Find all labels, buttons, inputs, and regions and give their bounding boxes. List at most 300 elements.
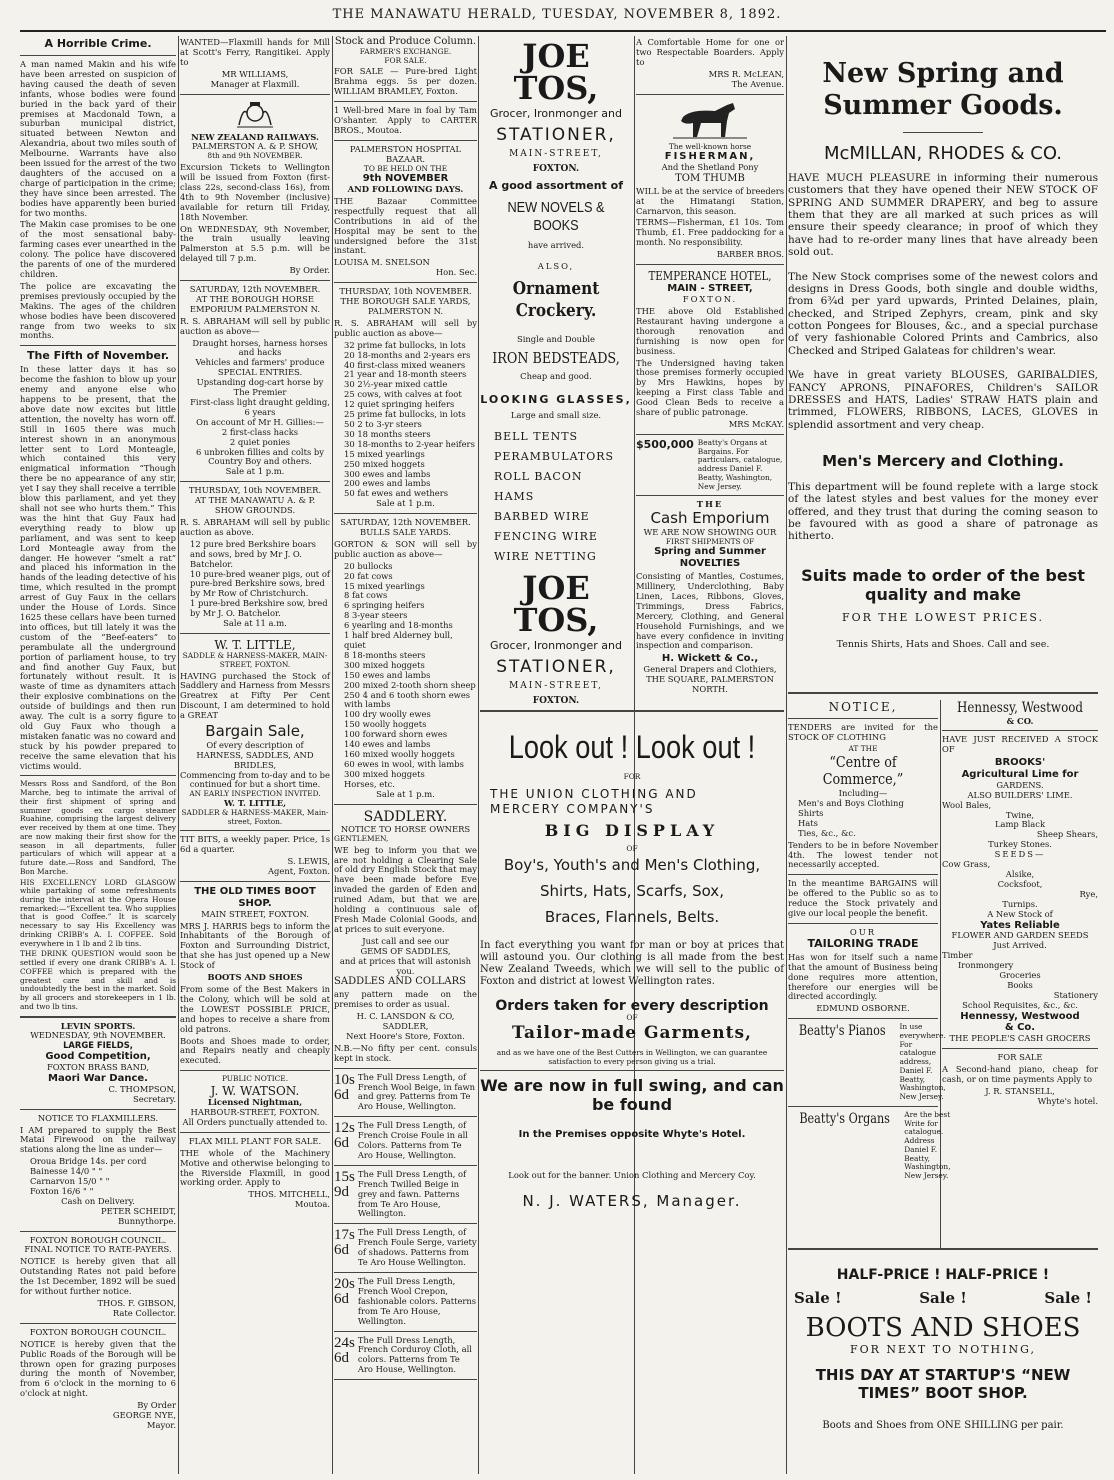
article-title: A Horrible Crime.: [44, 37, 152, 50]
divider: [20, 55, 176, 56]
list-item: 100 dry woolly ewes: [344, 709, 431, 720]
ad-signature: W. T. LITTLE,: [223, 798, 287, 809]
ad-line: MAIN-STREET,: [509, 681, 603, 692]
ad-line: General Drapers and Clothiers,: [643, 664, 777, 675]
masthead: THE MANAWATU HERALD, TUESDAY, NOVEMBER 8, 1892.: [332, 7, 782, 22]
divider: [788, 923, 938, 924]
ad-role: Hon. Sec.: [435, 267, 477, 278]
ad-signature: C. THOMPSON,: [108, 1083, 176, 1094]
ad-line: STATIONER,: [496, 656, 616, 677]
ad-title: SADDLERY.: [363, 808, 448, 825]
dress-price: 20s 6d: [334, 1276, 355, 1307]
ad-headline: Men's Mercery and Clothing.: [822, 452, 1064, 471]
clothing-list: [788, 799, 938, 839]
ad-headline: Suits made to order of the best quality and make: [801, 565, 1085, 604]
dress-description: The Full Dress Length, of French Foule Serge, variety of shadows. Patterns from Te Aro House Wellington.: [357, 1227, 477, 1268]
list-item: 40 first-class mixed weaners: [344, 359, 466, 370]
ad-signature: J. R. STANSELL,: [985, 1085, 1055, 1096]
ad-line: In the Premises opposite Whyte's Hotel.: [518, 1129, 746, 1141]
ad-role: Secretary.: [133, 1093, 176, 1104]
list-item: 30 2½-year mixed cattle: [344, 379, 448, 390]
ad-place: THE BOROUGH SALE YARDS, PALMERSTON N.: [340, 296, 471, 317]
divider: [788, 692, 1098, 694]
dress-item: [334, 1277, 477, 1327]
ad-place: THE SQUARE, PALMERSTON NORTH.: [646, 674, 774, 694]
ad-headline: Yates Reliable: [980, 919, 1060, 931]
divider: [788, 874, 938, 875]
list-item: 8 18-months steers: [344, 649, 426, 660]
ad-place: AT THE BOROUGH HORSE EMPORIUM PALMERSTON N.: [189, 293, 321, 314]
firewood-price-list: [20, 1157, 176, 1197]
ad-line: School Requisites, &c., &c.: [962, 999, 1078, 1010]
divider: [788, 1106, 938, 1107]
ad-signature: MRS R. McLEAN,: [708, 68, 784, 79]
ad-line: Twine,: [1005, 809, 1035, 820]
dress-item: [334, 1170, 477, 1220]
ad-line: Good Competition,: [45, 1051, 151, 1063]
column-divider: [478, 36, 479, 1474]
ad-line: Sale at 11 a.m.: [223, 618, 287, 629]
ad-line: FLOWER AND GARDEN SEEDS: [951, 930, 1089, 941]
list-item: 200 ewes and lambs: [344, 478, 431, 489]
divider: [20, 1016, 176, 1018]
divider: [334, 101, 477, 102]
ad-headline: BIG DISPLAY: [544, 820, 720, 840]
list-item: 15 mixed yearlings: [344, 448, 425, 459]
ad-line: Stationery: [1053, 989, 1098, 1000]
ad-paragraph: NOTICE is hereby given that all Outstanding Rates not paid before the 1st December, 1892 will be sued for without further notice.: [20, 1256, 176, 1297]
beatty-organs-ad: [788, 1109, 951, 1181]
ad-headline: JOE TOS,: [513, 37, 599, 107]
list-item: 250 4 and 6 tooth shorn ewes with lambs: [344, 689, 471, 710]
list-item: Vehicles and farmers' produce: [195, 357, 325, 368]
list-item: 21 year and 18-month steers: [344, 369, 467, 380]
ad-headline: LOOKING GLASSES,: [480, 393, 632, 407]
ad-paragraph: TENDERS are invited for the STOCK OF CLOTHING: [788, 722, 938, 743]
auction-list: [180, 339, 330, 468]
divider: [942, 1048, 1098, 1049]
ad-paragraph: TIT BITS, a weekly paper. Price, 1s 6d a quarter.: [180, 834, 330, 855]
ad-title: FOR SALE: [997, 1052, 1043, 1063]
ad-headline: NEW NOVELS & BOOKS: [507, 199, 605, 234]
list-item: 150 woolly hoggets: [344, 719, 427, 730]
ad-paragraph: Are the best Write for catalogue. Address Daniel F. Beatty, Washington, New Jersey.: [904, 1109, 951, 1181]
ad-line: FOR: [623, 771, 641, 781]
list-item: 30 18-months to 2-year heifers: [344, 438, 475, 449]
article-paragraph: In these latter days it has so become the fashion to blow up your enemy and anyone else who happens to be present, that the above date now excites but little attention, the novelty has worn off. Still in 1605 there was much interest shown in an anonymous letter sent to Lord Monteagle, which contained this very enigmatical information “Though there be no appearance of any stir, yet I say they shall receive a terrible blow this parliament, and yet they shall not see who hurts them.” This was the hint that Guy Faux had everything ready to blow up parliament, and was sent to keep Lord Monteagle away from the danger. He however “smelt a rat” and placed his information in the hands of the leading detective of his time, which resulted in the prompt arrest of Guy Faux in the cellars under the House of Lords. Since 1625 these cellars have been turned into offices, but till lately it was the custom of the “Beef-eaters” to perambulate all the underground portion of parliament house, to try and find another Guy Faux, but fortunately without result. It is waste of time as dynamiters attach their explosive combinations on the outside of buildings and then run away. The cult is a sorry figure to old Guy Faux who though a mistaken fanatic was no coward and stuck by his powder prepared to receive the same elevation that his victims would.: [20, 364, 176, 771]
list-item: PERAMBULATORS: [494, 450, 615, 464]
ad-line: SEEDS—: [994, 849, 1046, 860]
list-item: 15 mixed yearlings: [344, 580, 425, 591]
ad-line: Cocksfoot,: [997, 878, 1043, 889]
ad-line: Grocer, Ironmonger and: [490, 639, 622, 653]
divider: [20, 775, 176, 776]
ad-line: Braces, Flannels, Belts.: [544, 907, 720, 926]
list-item: 250 mixed hoggets: [344, 458, 425, 469]
ad-title: THE OLD TIMES BOOT SHOP.: [194, 886, 316, 909]
dress-description: The Full Dress Length, French Wool Crepon, fashionable colors. Patterns from Te Aro House, Wellington.: [357, 1276, 477, 1326]
ad-line: OF: [626, 843, 638, 853]
ad-paragraph: WILL be at the service of breeders at the Himatangi Station, Carnarvon, this season.: [636, 185, 784, 216]
ad-line: Ironmongery: [958, 960, 1014, 971]
divider: [180, 881, 330, 882]
divider: [180, 481, 330, 482]
ad-signature: PETER SCHEIDT,: [100, 1205, 176, 1216]
ad-paragraph: Excursion Tickets to Wellington will be issued from Foxton (first-class 22s, second-class 16s), from 4th to 9th November (inclusive) available for return till Friday, 18th November.: [180, 162, 330, 222]
list-item: FENCING WIRE: [494, 530, 598, 544]
ad-paragraph: THE whole of the Machinery Motive and otherwise belonging to the Riverside Flaxmill, in good working order. Apply to: [180, 1147, 330, 1188]
ad-paragraph: any pattern made on the premises to order as usual.: [334, 989, 477, 1010]
ad-headline: Look out ! Look out !: [508, 729, 756, 765]
column-7: [788, 700, 951, 1250]
ad-line: Just Arrived.: [993, 940, 1047, 951]
ad-line: WE ARE NOW SHOWING OUR: [643, 526, 777, 537]
ad-paragraph: MRS J. HARRIS begs to inform the Inhabitants of the Borough of Foxton and Surrounding District, that she has just opened up a New Stock of: [180, 920, 330, 971]
article-paragraph: The police are excavating the premises previously occupied by the Makins. The ages of the children whose bodies have been discovered range from two weeks to six months.: [20, 280, 176, 341]
ad-line: Licensed Nightman,: [207, 1097, 303, 1108]
ad-paragraph: Beatty's Organs at Bargains. For particulars, catalogue, address Daniel F. Beatty, Washington, New Jersey.: [697, 437, 783, 491]
ad-role: Rate Collector.: [112, 1307, 176, 1318]
list-item: 20 18-months and 2-years ers: [344, 349, 471, 360]
section-title: Stock and Produce Column.: [334, 36, 477, 47]
divider: [334, 513, 477, 514]
ad-title: LEVIN SPORTS.: [60, 1020, 136, 1031]
ad-line: & Co.: [1004, 1022, 1036, 1034]
list-item: 100 forward shorn ewes: [344, 729, 448, 740]
sale-label: Sale !: [794, 1288, 842, 1307]
list-item: 10 pure-bred weaner pigs, out of pure-bred Berkshire sows, bred by Mr Row of Christchurch.: [190, 568, 330, 599]
ad-line: Books: [1007, 979, 1033, 990]
list-item: 60 ewes in wool, with lambs: [344, 758, 464, 769]
ad-paragraph: I AM prepared to supply the Best Matai Firewood on the railway stations along the line as under—: [20, 1124, 176, 1155]
list-item: Upstanding dog-cart horse by The Premier: [196, 377, 324, 398]
ad-paragraph: In the meantime BARGAINS will be offered to the Public so as to reduce the Stock privately and give our local people the benefit.: [788, 878, 938, 919]
beatty-ad: [636, 439, 784, 491]
price-row: Foxton 16/6 " ": [30, 1185, 94, 1196]
ad-headline: BOOTS AND SHOES: [805, 1313, 1081, 1344]
ad-headline: J. W. WATSON.: [210, 1083, 300, 1098]
ad-title: NOTICE TO FLAXMILLERS.: [37, 1112, 159, 1123]
ad-title: NOTICE,: [828, 700, 898, 714]
ad-signature: H. Wickett & Co.,: [661, 653, 759, 665]
ad-line: and at prices that will astonish you.: [339, 955, 472, 976]
ad-paragraph: and as we have one of the Best Cutters in Wellington, we can guarantee satisfaction to every person giving us a trial.: [496, 1047, 768, 1066]
ad-signature: S. LEWIS,: [287, 856, 330, 867]
ad-paragraph: HAVE JUST RECEIVED A STOCK OF: [942, 734, 1098, 755]
ad-headline: Orders taken for every description: [495, 997, 769, 1014]
sale-row: [794, 1290, 1092, 1308]
ad-line: GEMS OF SADDLES,: [360, 945, 451, 956]
ad-line: Rye,: [1079, 888, 1098, 899]
ad-line: ALSO BUILDERS' LIME.: [967, 789, 1073, 800]
ad-paragraph: NOTICE is hereby given that the Public Roads of the Borough will be thrown open for grazing purposes during the month of November, from 6 o'clock in the morning to 6 o'clock at night.: [20, 1338, 176, 1399]
ad-line: FOXTON.: [532, 695, 580, 706]
list-item: SPECIAL ENTRIES.: [217, 367, 303, 378]
list-item: 12 pure bred Berkshire boars and sows, bred by Mr J. O. Batchelor.: [190, 538, 316, 569]
ad-price: $500,000: [636, 437, 694, 451]
dress-description: The Full Dress Length, French Corduroy Cloth, all colors. Patterns from Te Aro House, Wellington.: [357, 1334, 472, 1375]
ad-headline: “Centre of Commerce,”: [822, 752, 904, 789]
ad-subtitle: FINAL NOTICE TO RATE-PAYERS.: [24, 1244, 172, 1255]
list-item: 30 18 months steers: [344, 428, 431, 439]
divider: [180, 633, 330, 634]
ad-line: Turkey Stones.: [988, 839, 1052, 850]
divider: [480, 710, 784, 712]
divider: [180, 1070, 330, 1071]
dress-description: The Full Dress Length, of French Croise Foule in all Colors. Patterns from Te Aro House, Wellington.: [357, 1120, 468, 1160]
firm-name: McMILLAN, RHODES & CO.: [823, 142, 1063, 164]
ad-paragraph: A Second-hand piano, cheap for cash, or on time payments Apply to: [942, 1063, 1098, 1084]
coat-of-arms-icon: [233, 99, 277, 131]
ad-line: FOR NEXT TO NOTHING,: [849, 1342, 1037, 1356]
ad-title: TEMPERANCE HOTEL,: [648, 269, 772, 284]
list-item: 1 half bred Alderney bull, quiet: [344, 630, 453, 651]
ad-headline: Tailor-made Garments,: [512, 1022, 752, 1043]
ad-signature: LOUISA M. SNELSON: [334, 257, 430, 268]
ad-role: SADDLER & HARNESS-MAKER, Main-street, Foxton.: [181, 807, 329, 826]
list-item: 12 quiet springing heifers: [344, 399, 455, 410]
ad-title: PUBLIC NOTICE.: [221, 1074, 289, 1084]
list-item: WIRE NETTING: [494, 550, 597, 564]
ad-line: Sale at 1 p.m.: [376, 498, 435, 509]
ad-paragraph: The New Stock comprises some of the newest colors and designs in Dress Goods, both single and double widths, from 6¾d per yard upwards, Printed Delaines, plain, checked, and Striped Zephyrs, cream, pink and sky cotton Pongees for Blouses, &c., and a special purchase of very fashionable Colored Prints and Cambrics, also Checked and Striped Galateas for children's wear.: [788, 270, 1098, 357]
ad-line: & CO.: [1006, 715, 1034, 726]
list-item: 32 prime fat bullocks, in lots: [344, 339, 466, 350]
list-item: Horses, etc.: [344, 778, 395, 789]
ad-line: Cash on Delivery.: [61, 1195, 135, 1206]
section-subtitle: FARMER'S EXCHANGE.: [359, 46, 452, 56]
ad-paragraph: THE Bazaar Committee respectfully request that all Contributions in aid of the Hospital may be sent to the undersigned before the 31st instant.: [334, 195, 477, 256]
list-item: 300 ewes and lambs: [344, 468, 431, 479]
ad-line: Boots and Shoes from ONE SHILLING per pair.: [822, 1420, 1064, 1432]
ad-paragraph: R. S. ABRAHAM will sell by public auction as above.: [180, 516, 330, 537]
divider: [334, 1116, 477, 1117]
ad-line: Cow Grass,: [942, 859, 991, 870]
ad-line: FOR THE LOWEST PRICES.: [841, 611, 1045, 625]
ad-line: THE: [696, 499, 724, 510]
ad-place: BULLS SALE YARDS.: [360, 527, 451, 538]
ad-line: Sale at 1 p.m.: [376, 788, 435, 799]
list-item: Shirts: [798, 807, 824, 818]
firm-name: Hennessy, Westwood: [956, 700, 1084, 716]
ad-title: FOXTON BOROUGH COUNCIL.: [29, 1234, 167, 1245]
ad-signature: THOS. F. GIBSON,: [97, 1298, 176, 1308]
divider: [942, 730, 1098, 731]
dress-description: The Full Dress Length, of French Wool Beige, in fawn and grey. Patterns from Te Aro House, Wellington.: [357, 1071, 476, 1112]
list-item: 2 quiet ponies: [229, 436, 291, 447]
ad-headline: TAILORING TRADE: [807, 936, 919, 950]
ad-headline: HALF-PRICE ! HALF-PRICE !: [836, 1267, 1050, 1283]
divider: [334, 1379, 477, 1380]
price-row: Carnarvon 15/0 " ": [30, 1176, 110, 1187]
ad-paragraph: We have in great variety BLOUSES, GARIBALDIES, FANCY APRONS, PINAFORES, Children's SAILOR DRESSES and HATS, Ladies' STRAW HATS plain and trimmed, FLOWERS, RIBBONS, LACES, GLOVES in splendid assortment and very cheap.: [788, 369, 1098, 431]
ad-paragraph: From some of the Best Makers in the Colony, which will be sold at the LOWEST POSSIBLE PRICE, and hopes to receive a share from old patrons.: [180, 984, 330, 1034]
ad-line: Commencing from to-day and to be continued for but a short time.: [180, 769, 331, 790]
divider: [334, 140, 477, 141]
ad-signature: BARBER BROS.: [716, 249, 784, 260]
ad-line: Sheep Shears,: [1036, 829, 1098, 840]
ad-line: NOVELTIES: [679, 558, 741, 570]
ad-role: Mayor.: [146, 1419, 176, 1430]
list-item: 6 yearling and 18-months: [344, 620, 453, 631]
list-item: 8 3-year steers: [344, 610, 408, 621]
divider: [20, 1231, 176, 1232]
ad-line: GENTLEMEN,: [334, 833, 389, 843]
auction-list: [334, 341, 477, 500]
ad-line: A New Stock of: [987, 908, 1053, 919]
ad-place: AT THE MANAWATU A. & P. SHOW GROUNDS.: [194, 495, 316, 516]
ad-headline: New Spring and: [822, 58, 1064, 89]
ad-place: MAIN STREET, FOXTON.: [201, 908, 309, 919]
ad-signature: MRS McKAY.: [728, 418, 784, 429]
ad-line: Look out for the banner. Union Clothing and Mercery Coy.: [508, 1169, 756, 1180]
ad-signature: EDMUND OSBORNE.: [816, 1003, 910, 1014]
divider: [480, 1070, 784, 1071]
dress-item: [334, 1121, 477, 1161]
ad-headline: Cash Emporium: [650, 509, 770, 528]
ad-line: AN EARLY INSPECTION INVITED.: [189, 789, 321, 799]
ad-paragraph: In use everywhere. For catalogue address, Daniel F. Beatty, Washington, New Jersey.: [899, 1022, 946, 1102]
ad-paragraph: This department will be found replete with a large stock of the latest styles and best values for the money ever offered, and they trust that during the coming season to be favoured with as good a share of patronage as hitherto.: [788, 480, 1098, 543]
divider: [20, 1323, 176, 1324]
ad-paragraph: WANTED—Flaxmill hands for Mill at Scott's Ferry, Rangitikei. Apply to: [180, 37, 330, 67]
ad-headline: Beatty's Organs: [799, 1110, 890, 1127]
ad-subtitle: PALMERSTON A. & P. SHOW,: [191, 141, 319, 152]
list-item: 150 ewes and lambs: [344, 669, 431, 680]
column-8: [942, 700, 1098, 1250]
ad-date: 8th and 9th NOVEMBER.: [207, 151, 303, 161]
ad-line: Boy's, Youth's and Men's Clothing,: [503, 856, 761, 875]
ad-line: have arrived.: [527, 239, 585, 250]
auction-list: [334, 562, 477, 790]
ad-line: Groceries: [999, 969, 1041, 980]
list-item: First-class light draught gelding, 6 years: [190, 397, 330, 417]
divider: [180, 280, 330, 281]
ad-headline: IRON BEDSTEADS,: [492, 348, 620, 367]
list-item: 50 fat ewes and wethers: [344, 488, 449, 499]
ad-paragraph: Has won for itself such a name that the amount of Business being done requires more attention, therefore our energies will be directed accordingly.: [788, 951, 938, 1002]
ad-line: Cheap and good.: [520, 371, 592, 382]
ad-headline: Beatty's Pianos: [798, 1023, 886, 1040]
ad-paragraph: 1 Well-bred Mare in foal by Tam O'shanter. Apply to CARTER BROS., Moutoa.: [334, 104, 477, 135]
ad-line: By Order: [137, 1400, 176, 1411]
column-10: [788, 1255, 1098, 1474]
ad-line: And the Shetland Pony: [661, 162, 759, 173]
ad-line: Of every description of: [206, 739, 304, 750]
list-item: 2 first-class hacks: [221, 426, 299, 437]
ad-line: By Order.: [289, 265, 330, 276]
dress-item: [334, 1073, 477, 1113]
divider: [334, 282, 477, 283]
ad-line: Tennis Shirts, Hats and Shoes. Call and see.: [836, 639, 1050, 651]
column-6: [788, 36, 1098, 686]
ad-place: Whyte's hotel.: [1037, 1095, 1098, 1106]
dress-item: [334, 1336, 477, 1376]
ad-headline: FISHERMAN,: [664, 151, 756, 163]
ad-paragraph: WE beg to inform you that we are not holding a Clearing Sale of old dry English Stock that may have been made before Eve invaded the garden of Eden and ruined Adam, but that we are holding a continuous sale of Fresh Made Colonial Goods, and at prices to suit everyone.: [334, 844, 477, 934]
ad-line: OF: [626, 1013, 638, 1023]
ad-headline: Summer Goods.: [823, 89, 1063, 121]
list-item: Draught horses, harness horses and hacks: [192, 337, 328, 358]
ad-line: The well-known horse: [668, 141, 752, 151]
auction-list: [180, 540, 330, 619]
column-3: [334, 36, 477, 1474]
ad-date: 9th NOVEMBER: [362, 173, 449, 185]
ad-headline: We are now in full swing, and can be found: [480, 1076, 784, 1115]
list-item: 1 pure-bred Berkshire sow, bred by Mr J. O. Batchelor.: [190, 598, 328, 619]
ad-line: Spring and Summer: [654, 546, 766, 558]
ad-headline: SADDLES AND COLLARS: [334, 976, 466, 988]
divider: [636, 264, 784, 265]
ad-paragraph: HAVE MUCH PLEASURE in informing their numerous customers that they have opened their NEW STOCK OF SPRING AND SUMMER DRAPERY, and beg to assure them that they are all marked at such prices as will ensure their speedy clearance; in proof of which they have had to re-order many lines that have already been sold out.: [788, 171, 1098, 259]
ad-line: Alsike,: [1005, 868, 1035, 879]
ad-line: LARGE FIELDS,: [63, 1040, 133, 1051]
ad-headline: Ornament Crockery.: [512, 278, 600, 321]
article-title: The Fifth of November.: [26, 349, 169, 363]
divider: [334, 1223, 477, 1224]
ad-paragraph: N.B.—No fifty per cent. consuls kept in stock.: [334, 1042, 477, 1063]
column-divider: [332, 36, 333, 1474]
price-row: Bainesse 14/0 " ": [30, 1166, 103, 1177]
ad-subtitle: NOTICE TO HORSE OWNERS: [340, 824, 471, 835]
ad-paragraph: Boots and Shoes made to order, and Repairs neatly and cheaply executed.: [180, 1035, 330, 1066]
divider: [334, 1068, 477, 1069]
ad-line: Large and small size.: [510, 410, 602, 421]
ad-title: NEW ZEALAND RAILWAYS.: [191, 131, 319, 142]
list-item: 20 bullocks: [344, 560, 393, 571]
ad-line: Grocer, Ironmonger and: [490, 107, 622, 120]
ad-place: Next Hoore's Store, Foxton.: [346, 1030, 465, 1041]
list-item: Men's and Boys Clothing: [798, 797, 904, 808]
ad-signature: MR WILLIAMS,: [221, 68, 289, 79]
ad-paragraph: The Undersigned having taken those premises formerly occupied by Mrs Hawkins, hopes by keeping a First class Table and Good Clean Beds to receive a share of public patronage.: [636, 357, 784, 418]
list-item: Hats: [798, 817, 818, 828]
beatty-pianos-ad: [788, 1022, 946, 1102]
ad-headline: THIS DAY AT STARTUP'S “NEW TIMES” BOOT SHOP.: [815, 1365, 1071, 1402]
dress-price: 17s 6d: [334, 1227, 355, 1259]
ad-line: FOXTON.: [532, 163, 580, 174]
ad-line: Single and Double: [516, 333, 596, 344]
list-item: HAMS: [494, 490, 535, 504]
list-item: Ties, &c., &c.: [798, 827, 856, 838]
ad-role: Manager at Flaxmill.: [210, 78, 300, 89]
ad-title: PALMERSTON HOSPITAL BAZAAR.: [349, 143, 462, 164]
ad-date: SATURDAY, 12th NOVEMBER.: [189, 284, 321, 295]
horse-icon: [671, 99, 749, 141]
ad-headline: Agricultural Lime for: [961, 769, 1079, 781]
ad-date: THURSDAY, 10th NOVEMBER.: [339, 286, 472, 297]
ad-headline: Hennessy, Westwood: [960, 1010, 1080, 1022]
ad-line: Lamp Black: [994, 819, 1046, 830]
dress-item: [334, 1228, 477, 1268]
list-item: 50 2 to 3-yr steers: [344, 418, 422, 429]
ad-headline: BOOTS AND SHOES: [207, 972, 303, 983]
ad-title: FLAX MILL PLANT FOR SALE.: [188, 1135, 322, 1146]
dress-length-list: [334, 1073, 477, 1381]
divider: [334, 1165, 477, 1166]
divider: [788, 718, 938, 719]
ad-paragraph: HAVING purchased the Stock of Saddlery and Harness from Messrs Greatrex at Fifty Per Cent Discount, I am determined to hold a GREAT: [180, 670, 330, 721]
ad-date: SATURDAY, 12th NOVEMBER.: [340, 517, 471, 528]
list-item: BELL TENTS: [494, 430, 579, 444]
ad-line: TO BE HELD ON THE: [363, 163, 448, 173]
ad-line: AT THE: [848, 743, 878, 753]
column-1: [20, 36, 176, 1474]
list-item: 160 mixed woolly hoggets: [344, 748, 455, 759]
divider: [636, 495, 784, 496]
column-5: [636, 36, 784, 706]
list-item: On account of Mr H. Gillies:—: [196, 416, 324, 427]
